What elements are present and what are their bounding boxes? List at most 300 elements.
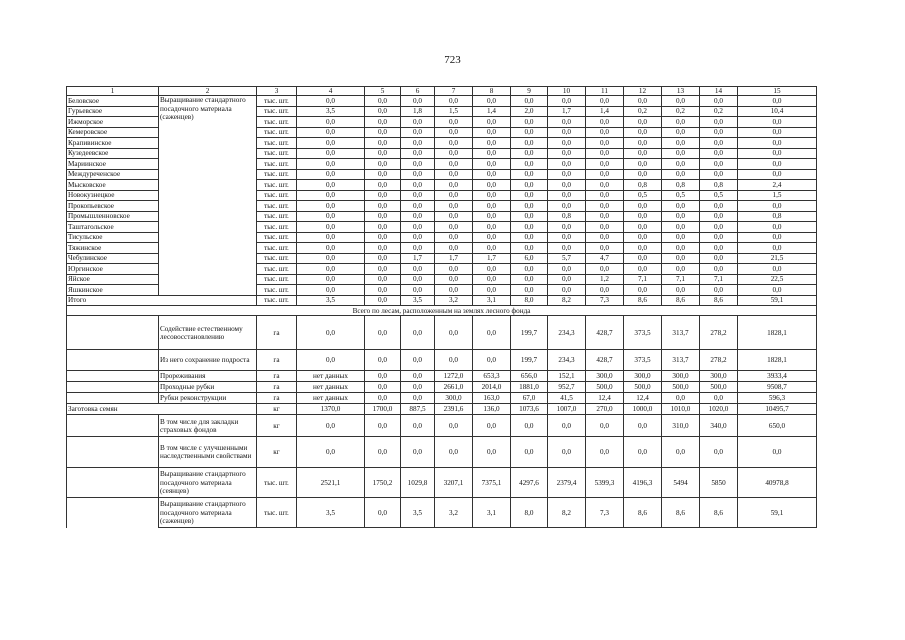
value-cell: 1828,1 [738, 350, 817, 371]
value-cell: 0,0 [738, 232, 817, 243]
value-cell: 0,0 [738, 169, 817, 180]
forestry-name: Чебулинское [67, 253, 159, 264]
value-cell: 0,0 [365, 415, 401, 437]
column-number: 9 [511, 87, 548, 96]
value-cell: 0,0 [738, 285, 817, 296]
value-cell: 0,0 [548, 243, 586, 254]
value-cell: 0,0 [700, 148, 738, 159]
value-cell: 0,0 [700, 211, 738, 222]
value-cell: 0,0 [365, 148, 401, 159]
total-label: Итого [67, 295, 257, 306]
value-cell: 7375,1 [473, 468, 511, 498]
value-cell: 0,0 [586, 264, 624, 275]
value-cell: 0,0 [401, 437, 435, 468]
value-cell: 0,0 [473, 437, 511, 468]
unit-cell: га [257, 350, 297, 371]
value-cell: 0,0 [401, 371, 435, 382]
value-cell: 0,0 [511, 127, 548, 138]
value-cell: 0,0 [548, 169, 586, 180]
value-cell: 0,0 [297, 350, 365, 371]
empty-cell [67, 371, 159, 382]
value-cell: 0,0 [511, 201, 548, 212]
value-cell: 0,0 [624, 159, 662, 170]
value-cell: нет данных [297, 382, 365, 393]
value-cell: 0,0 [473, 148, 511, 159]
value-cell: 7,1 [662, 274, 700, 285]
value-cell: 0,0 [473, 232, 511, 243]
value-cell: 0,0 [700, 117, 738, 128]
value-cell: 3,1 [473, 498, 511, 528]
activity-label: Выращивание стандартного посадочного материала (саженцев) [159, 96, 257, 296]
value-cell: 300,0 [586, 371, 624, 382]
value-cell: 0,0 [511, 169, 548, 180]
value-cell: 0,0 [662, 148, 700, 159]
value-cell: 0,0 [511, 437, 548, 468]
unit-cell: тыс. шт. [257, 169, 297, 180]
column-number: 4 [297, 87, 365, 96]
value-cell: 0,0 [624, 201, 662, 212]
forestry-name: Междуреченское [67, 169, 159, 180]
forestry-name: Таштагольское [67, 222, 159, 233]
value-cell: 0,0 [365, 498, 401, 528]
value-cell: 0,5 [700, 190, 738, 201]
value-cell: 1,7 [435, 253, 473, 264]
summary-row [67, 498, 817, 528]
value-cell: 4196,3 [624, 468, 662, 498]
value-cell: 373,5 [624, 316, 662, 350]
empty-cell [67, 316, 159, 350]
value-cell: 0,0 [473, 159, 511, 170]
value-cell: 0,0 [624, 138, 662, 149]
value-cell: 1,7 [548, 106, 586, 117]
value-cell: 136,0 [473, 404, 511, 415]
value-cell: 0,0 [738, 148, 817, 159]
value-cell: 0,0 [365, 437, 401, 468]
section-title: Всего по лесам, расположенным на землях лесного фонда [67, 306, 817, 316]
value-cell: 650,0 [738, 415, 817, 437]
activity-cell: Проходные рубки [159, 382, 257, 393]
value-cell: 0,0 [548, 127, 586, 138]
value-cell: 313,7 [662, 350, 700, 371]
value-cell: 1370,0 [297, 404, 365, 415]
value-cell: 0,0 [586, 285, 624, 296]
value-cell: 0,0 [624, 211, 662, 222]
value-cell: 8,0 [511, 498, 548, 528]
value-cell: 313,7 [662, 316, 700, 350]
unit-cell: тыс. шт. [257, 138, 297, 149]
value-cell: 310,0 [662, 415, 700, 437]
value-cell: 300,0 [662, 371, 700, 382]
table-row [67, 96, 817, 107]
value-cell: 0,8 [662, 180, 700, 191]
value-cell: 1881,0 [511, 382, 548, 393]
value-cell: 0,0 [473, 243, 511, 254]
value-cell: 0,0 [365, 393, 401, 404]
activity-cell: Прореживания [159, 371, 257, 382]
value-cell: 5,7 [548, 253, 586, 264]
value-cell: 0,0 [586, 180, 624, 191]
value-cell: 0,0 [738, 159, 817, 170]
value-cell: 2,4 [738, 180, 817, 191]
value-cell: 3207,1 [435, 468, 473, 498]
value-cell: 0,8 [548, 211, 586, 222]
value-cell: 0,0 [662, 96, 700, 107]
value-cell: 0,0 [548, 190, 586, 201]
value-cell: 0,0 [435, 316, 473, 350]
value-cell: 0,0 [401, 222, 435, 233]
value-cell: 0,0 [401, 117, 435, 128]
value-cell: 0,0 [738, 201, 817, 212]
value-cell: 0,0 [473, 316, 511, 350]
value-cell: 0,0 [365, 264, 401, 275]
value-cell: 0,0 [700, 393, 738, 404]
activity-cell: Содействие естественному лесовосстановлению [159, 316, 257, 350]
summary-row [67, 415, 817, 437]
value-cell: 2521,1 [297, 468, 365, 498]
column-number: 8 [473, 87, 511, 96]
value-cell: 0,0 [435, 222, 473, 233]
value-cell: 0,0 [297, 159, 365, 170]
value-cell: 0,0 [401, 285, 435, 296]
value-cell: 1,8 [401, 106, 435, 117]
value-cell: 0,0 [297, 96, 365, 107]
value-cell: 0,0 [365, 96, 401, 107]
unit-cell: га [257, 371, 297, 382]
unit-cell: га [257, 316, 297, 350]
column-number: 5 [365, 87, 401, 96]
value-cell: 0,0 [511, 243, 548, 254]
value-cell: 0,0 [738, 222, 817, 233]
value-cell: 0,0 [435, 201, 473, 212]
value-cell: 0,0 [738, 138, 817, 149]
value-cell: 0,0 [365, 295, 401, 306]
value-cell: 0,0 [548, 180, 586, 191]
value-cell: 0,0 [511, 96, 548, 107]
value-cell: 3,5 [297, 498, 365, 528]
value-cell: 5399,3 [586, 468, 624, 498]
value-cell: 278,2 [700, 350, 738, 371]
value-cell: 6,0 [511, 253, 548, 264]
value-cell: 0,0 [365, 211, 401, 222]
value-cell: 0,0 [435, 350, 473, 371]
column-number: 10 [548, 87, 586, 96]
value-cell: 3,2 [435, 498, 473, 528]
value-cell: 0,0 [401, 415, 435, 437]
value-cell: 3,5 [401, 295, 435, 306]
value-cell: 0,0 [624, 96, 662, 107]
value-cell: 0,0 [548, 285, 586, 296]
value-cell: 0,0 [401, 232, 435, 243]
value-cell: 0,0 [662, 127, 700, 138]
value-cell: 1,7 [401, 253, 435, 264]
value-cell: 656,0 [511, 371, 548, 382]
value-cell: 0,0 [586, 96, 624, 107]
value-cell: 278,2 [700, 316, 738, 350]
activity-cell: Из него сохранение подроста [159, 350, 257, 371]
value-cell: 0,0 [297, 285, 365, 296]
value-cell: 0,0 [297, 232, 365, 243]
value-cell: 0,0 [738, 437, 817, 468]
value-cell: 0,0 [473, 138, 511, 149]
column-number: 12 [624, 87, 662, 96]
value-cell: 0,0 [365, 285, 401, 296]
value-cell: 1010,0 [662, 404, 700, 415]
value-cell: 0,0 [700, 169, 738, 180]
value-cell: 163,0 [473, 393, 511, 404]
value-cell: 0,0 [473, 222, 511, 233]
value-cell: 0,0 [586, 190, 624, 201]
value-cell: 0,0 [365, 232, 401, 243]
value-cell: 59,1 [738, 295, 817, 306]
value-cell: 152,1 [548, 371, 586, 382]
empty-cell [67, 437, 159, 468]
value-cell: 0,0 [473, 415, 511, 437]
value-cell: 0,0 [700, 138, 738, 149]
value-cell: 500,0 [662, 382, 700, 393]
value-cell: 1,2 [586, 274, 624, 285]
value-cell: 0,0 [548, 148, 586, 159]
value-cell: 0,0 [700, 232, 738, 243]
value-cell: 0,0 [511, 274, 548, 285]
value-cell: 0,0 [435, 138, 473, 149]
value-cell: 4297,6 [511, 468, 548, 498]
unit-cell: кг [257, 437, 297, 468]
value-cell: 3,1 [473, 295, 511, 306]
value-cell: 3933,4 [738, 371, 817, 382]
summary-row [67, 371, 817, 382]
value-cell: 0,0 [401, 350, 435, 371]
value-cell: 7,1 [700, 274, 738, 285]
value-cell: 2,0 [511, 106, 548, 117]
value-cell: 2391,6 [435, 404, 473, 415]
value-cell: 0,0 [435, 232, 473, 243]
empty-cell [67, 350, 159, 371]
forestry-data-table [66, 86, 817, 528]
value-cell: 0,0 [365, 159, 401, 170]
value-cell: 0,0 [401, 243, 435, 254]
value-cell: 0,0 [548, 222, 586, 233]
value-cell: 0,0 [401, 180, 435, 191]
value-cell: 0,0 [473, 350, 511, 371]
value-cell: 0,0 [435, 437, 473, 468]
value-cell: 9508,7 [738, 382, 817, 393]
value-cell: 0,0 [473, 264, 511, 275]
value-cell: 2014,0 [473, 382, 511, 393]
value-cell: 0,0 [297, 180, 365, 191]
value-cell: 0,0 [365, 190, 401, 201]
value-cell: 0,0 [624, 232, 662, 243]
value-cell: 0,0 [700, 96, 738, 107]
value-cell: 270,0 [586, 404, 624, 415]
value-cell: 0,0 [365, 117, 401, 128]
value-cell: 0,0 [548, 274, 586, 285]
value-cell: 0,0 [365, 316, 401, 350]
value-cell: 0,0 [662, 393, 700, 404]
value-cell: 41,5 [548, 393, 586, 404]
forestry-name: Беловское [67, 96, 159, 107]
value-cell: 0,8 [738, 211, 817, 222]
value-cell: 234,3 [548, 316, 586, 350]
unit-cell: тыс. шт. [257, 180, 297, 191]
value-cell: 0,0 [662, 159, 700, 170]
value-cell: 0,0 [401, 138, 435, 149]
value-cell: 0,0 [435, 264, 473, 275]
value-cell: 0,0 [700, 127, 738, 138]
value-cell: 3,5 [401, 498, 435, 528]
unit-cell: тыс. шт. [257, 498, 297, 528]
value-cell: 21,5 [738, 253, 817, 264]
value-cell: 0,0 [511, 117, 548, 128]
value-cell: 0,0 [662, 211, 700, 222]
value-cell: 0,0 [297, 316, 365, 350]
unit-cell: тыс. шт. [257, 295, 297, 306]
value-cell: 0,0 [401, 274, 435, 285]
value-cell: 0,0 [624, 222, 662, 233]
activity-cell: Выращивание стандартного посадочного материала (сеянцев) [159, 468, 257, 498]
column-number: 6 [401, 87, 435, 96]
value-cell: 1020,0 [700, 404, 738, 415]
value-cell: 0,0 [365, 274, 401, 285]
value-cell: 0,0 [662, 243, 700, 254]
value-cell: 0,0 [548, 415, 586, 437]
value-cell: 0,0 [297, 138, 365, 149]
value-cell: 0,0 [365, 127, 401, 138]
unit-cell: тыс. шт. [257, 148, 297, 159]
summary-row [67, 382, 817, 393]
value-cell: 8,6 [624, 498, 662, 528]
empty-cell [67, 393, 159, 404]
value-cell: 0,0 [624, 415, 662, 437]
value-cell: 0,0 [511, 222, 548, 233]
unit-cell: тыс. шт. [257, 264, 297, 275]
value-cell: 0,2 [662, 106, 700, 117]
value-cell: 0,0 [473, 211, 511, 222]
value-cell: 0,0 [700, 159, 738, 170]
seed-row [67, 404, 817, 415]
column-number: 7 [435, 87, 473, 96]
value-cell: 234,3 [548, 350, 586, 371]
forestry-name: Промышленновское [67, 211, 159, 222]
value-cell: 4,7 [586, 253, 624, 264]
value-cell: 0,0 [511, 264, 548, 275]
value-cell: 0,0 [624, 264, 662, 275]
activity-cell: Заготовка семян [67, 404, 257, 415]
value-cell: 0,0 [586, 437, 624, 468]
value-cell: 1,4 [473, 106, 511, 117]
column-number: 11 [586, 87, 624, 96]
value-cell: 0,0 [435, 274, 473, 285]
value-cell: 0,0 [365, 106, 401, 117]
value-cell: 0,0 [435, 169, 473, 180]
forestry-name: Кемеровское [67, 127, 159, 138]
value-cell: 0,0 [435, 211, 473, 222]
unit-cell: тыс. шт. [257, 285, 297, 296]
value-cell: 0,0 [624, 169, 662, 180]
column-number: 2 [159, 87, 257, 96]
unit-cell: тыс. шт. [257, 211, 297, 222]
forestry-name: Яшкинское [67, 285, 159, 296]
value-cell: 0,0 [624, 127, 662, 138]
unit-cell: тыс. шт. [257, 468, 297, 498]
value-cell: 0,0 [297, 253, 365, 264]
value-cell: 0,0 [662, 201, 700, 212]
value-cell: 0,0 [586, 148, 624, 159]
value-cell: 8,6 [700, 498, 738, 528]
value-cell: 0,0 [511, 190, 548, 201]
column-number: 3 [257, 87, 297, 96]
value-cell: 3,5 [297, 106, 365, 117]
forestry-name: Прокопьевское [67, 201, 159, 212]
forestry-name: Гурьевское [67, 106, 159, 117]
value-cell: 1,4 [586, 106, 624, 117]
value-cell: 8,6 [624, 295, 662, 306]
forestry-name: Тяжинское [67, 243, 159, 254]
value-cell: 0,0 [297, 201, 365, 212]
unit-cell: тыс. шт. [257, 96, 297, 107]
value-cell: 22,5 [738, 274, 817, 285]
value-cell: 0,0 [511, 285, 548, 296]
value-cell: 0,0 [297, 148, 365, 159]
value-cell: 0,0 [586, 415, 624, 437]
value-cell: 0,0 [586, 159, 624, 170]
summary-row [67, 393, 817, 404]
value-cell: 0,0 [435, 96, 473, 107]
value-cell: 0,0 [700, 222, 738, 233]
value-cell: 0,0 [365, 243, 401, 254]
value-cell: 0,0 [700, 253, 738, 264]
value-cell: 0,0 [401, 393, 435, 404]
value-cell: 0,0 [473, 96, 511, 107]
unit-cell: тыс. шт. [257, 243, 297, 254]
forestry-name: Новокузнецкое [67, 190, 159, 201]
value-cell: 0,0 [365, 350, 401, 371]
value-cell: 0,0 [401, 96, 435, 107]
value-cell: 0,0 [401, 264, 435, 275]
value-cell: 0,0 [586, 243, 624, 254]
value-cell: 8,2 [548, 295, 586, 306]
value-cell: 0,0 [586, 232, 624, 243]
value-cell: 7,3 [586, 498, 624, 528]
value-cell: 8,0 [511, 295, 548, 306]
value-cell: 0,0 [586, 117, 624, 128]
value-cell: 1007,0 [548, 404, 586, 415]
value-cell: 1,5 [738, 190, 817, 201]
value-cell: 1272,0 [435, 371, 473, 382]
value-cell: 199,7 [511, 316, 548, 350]
value-cell: 0,0 [624, 285, 662, 296]
value-cell: 5494 [662, 468, 700, 498]
summary-row [67, 316, 817, 350]
value-cell: 0,0 [511, 232, 548, 243]
forestry-name: Юргинское [67, 264, 159, 275]
value-cell: нет данных [297, 393, 365, 404]
empty-cell [67, 498, 159, 528]
value-cell: 0,0 [435, 180, 473, 191]
value-cell: 0,0 [662, 264, 700, 275]
value-cell: 2661,0 [435, 382, 473, 393]
value-cell: 0,0 [700, 437, 738, 468]
value-cell: 300,0 [700, 371, 738, 382]
value-cell: 0,0 [586, 138, 624, 149]
value-cell: 0,0 [297, 117, 365, 128]
value-cell: 0,0 [401, 159, 435, 170]
value-cell: 0,0 [435, 190, 473, 201]
value-cell: 596,3 [738, 393, 817, 404]
value-cell: 0,5 [624, 190, 662, 201]
value-cell: 3,2 [435, 295, 473, 306]
value-cell: 0,0 [624, 437, 662, 468]
forestry-name: Крапивинское [67, 138, 159, 149]
